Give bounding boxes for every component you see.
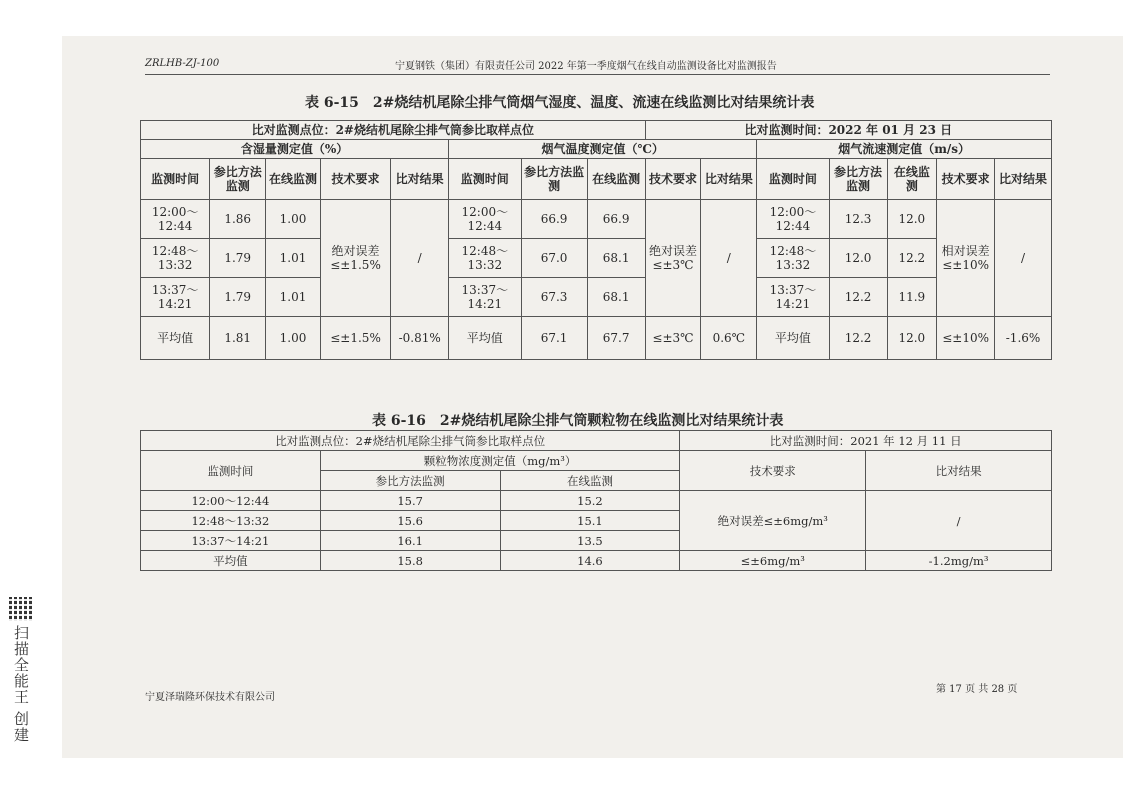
- t15-col-ref: 参比方法监测: [210, 159, 266, 200]
- value-cell: 15.1: [500, 511, 680, 531]
- avg-label: 平均值: [757, 317, 829, 360]
- value-cell: 1.81: [210, 317, 266, 360]
- value-cell: 1.79: [210, 278, 266, 317]
- value-cell: 1.00: [266, 317, 321, 360]
- t15-col-online: 在线监测: [887, 159, 937, 200]
- t15-time: 比对监测时间：2022 年 01 月 23 日: [645, 121, 1051, 140]
- table-row: [141, 200, 1052, 239]
- value-cell: 12.2: [829, 317, 887, 360]
- value-cell: 15.7: [320, 491, 500, 511]
- table-row: [141, 239, 1052, 278]
- scanner-watermark: 扫描全能王 创建: [12, 625, 30, 743]
- t16-col-result: 比对结果: [866, 451, 1052, 491]
- t16-col-online: 在线监测: [500, 471, 680, 491]
- t15-col-time: 监测时间: [141, 159, 210, 200]
- value-cell: 16.1: [320, 531, 500, 551]
- value-cell: ≤±6mg/m³: [680, 551, 866, 571]
- value-cell: 1.01: [266, 278, 321, 317]
- table-6-15-caption: 表 6-15 2#烧结机尾除尘排气筒烟气湿度、温度、流速在线监测比对结果统计表: [305, 95, 815, 111]
- t15-col-result: 比对结果: [995, 159, 1052, 200]
- value-cell: 15.6: [320, 511, 500, 531]
- temp-result: /: [701, 200, 757, 317]
- avg-label: 平均值: [141, 317, 210, 360]
- t15-col-online: 在线监测: [587, 159, 645, 200]
- value-cell: 0.6℃: [701, 317, 757, 360]
- t16-col-ref: 参比方法监测: [320, 471, 500, 491]
- flow-result: /: [995, 200, 1052, 317]
- footer-page-number: 第 17 页 共 28 页: [936, 684, 1018, 695]
- value-cell: 14.6: [500, 551, 680, 571]
- value-cell: 11.9: [887, 278, 937, 317]
- time-cell: 12:00～12:44: [141, 491, 321, 511]
- t15-group-humidity: 含湿量测定值（%）: [141, 140, 449, 159]
- table-row: [141, 278, 1052, 317]
- t15-col-ref: 参比方法监测: [521, 159, 587, 200]
- value-cell: 68.1: [587, 278, 645, 317]
- value-cell: 1.86: [210, 200, 266, 239]
- value-cell: 67.7: [587, 317, 645, 360]
- value-cell: ≤±1.5%: [320, 317, 390, 360]
- page-header: [145, 56, 1050, 75]
- t15-col-ref: 参比方法监测: [829, 159, 887, 200]
- value-cell: ≤±10%: [937, 317, 995, 360]
- avg-label: 平均值: [449, 317, 521, 360]
- value-cell: 12.0: [887, 200, 937, 239]
- t15-col-result: 比对结果: [391, 159, 449, 200]
- t16-time: 比对监测时间：2021 年 12 月 11 日: [680, 431, 1052, 451]
- document-number: ZRLHB-ZJ-100: [145, 58, 220, 69]
- footer-company: 宁夏泽瑞隆环保技术有限公司: [145, 692, 275, 703]
- value-cell: 67.0: [521, 239, 587, 278]
- table-row: [141, 491, 1052, 511]
- value-cell: -1.2mg/m³: [866, 551, 1052, 571]
- humidity-requirement: 绝对误差≤±1.5%: [320, 200, 390, 317]
- value-cell: 12.3: [829, 200, 887, 239]
- t15-col-time: 监测时间: [757, 159, 829, 200]
- t16-col-time: 监测时间: [141, 451, 321, 491]
- value-cell: 12.2: [829, 278, 887, 317]
- time-cell: 12:48～13:32: [449, 239, 521, 278]
- time-cell: 12:00～12:44: [449, 200, 521, 239]
- t15-col-req: 技术要求: [645, 159, 701, 200]
- value-cell: 68.1: [587, 239, 645, 278]
- t16-group: 颗粒物浓度测定值（mg/m³）: [320, 451, 680, 471]
- time-cell: 13:37～14:21: [141, 278, 210, 317]
- value-cell: 67.3: [521, 278, 587, 317]
- table-6-16-caption: 表 6-16 2#烧结机尾除尘排气筒颗粒物在线监测比对结果统计表: [372, 413, 784, 429]
- value-cell: ≤±3℃: [645, 317, 701, 360]
- time-cell: 12:48～13:32: [141, 239, 210, 278]
- flow-requirement: 相对误差≤±10%: [937, 200, 995, 317]
- value-cell: -0.81%: [391, 317, 449, 360]
- average-row: [141, 551, 1052, 571]
- t15-group-flow: 烟气流速测定值（m/s）: [757, 140, 1052, 159]
- value-cell: 1.01: [266, 239, 321, 278]
- t15-col-req: 技术要求: [937, 159, 995, 200]
- temp-requirement: 绝对误差≤±3℃: [645, 200, 701, 317]
- value-cell: 15.2: [500, 491, 680, 511]
- t15-col-result: 比对结果: [701, 159, 757, 200]
- t16-point: 比对监测点位：2#烧结机尾除尘排气筒参比取样点位: [141, 431, 680, 451]
- time-cell: 13:37～14:21: [449, 278, 521, 317]
- value-cell: 13.5: [500, 531, 680, 551]
- qr-code-icon: [9, 597, 33, 621]
- t16-result: /: [866, 491, 1052, 551]
- value-cell: 15.8: [320, 551, 500, 571]
- t15-group-temp: 烟气温度测定值（℃）: [449, 140, 757, 159]
- value-cell: 12.0: [887, 317, 937, 360]
- report-title: 宁夏钢铁（集团）有限责任公司 2022 年第一季度烟气在线自动监测设备比对监测报告: [395, 61, 777, 72]
- humidity-result: /: [391, 200, 449, 317]
- value-cell: 12.2: [887, 239, 937, 278]
- time-cell: 12:00～12:44: [757, 200, 829, 239]
- value-cell: 12.0: [829, 239, 887, 278]
- table-6-15: [140, 120, 1052, 360]
- t16-col-req: 技术要求: [680, 451, 866, 491]
- value-cell: 1.00: [266, 200, 321, 239]
- t15-col-time: 监测时间: [449, 159, 521, 200]
- value-cell: 1.79: [210, 239, 266, 278]
- time-cell: 12:48～13:32: [141, 511, 321, 531]
- value-cell: 66.9: [521, 200, 587, 239]
- value-cell: 67.1: [521, 317, 587, 360]
- t16-requirement: 绝对误差≤±6mg/m³: [680, 491, 866, 551]
- avg-label: 平均值: [141, 551, 321, 571]
- time-cell: 13:37～14:21: [141, 531, 321, 551]
- average-row: [141, 317, 1052, 360]
- value-cell: -1.6%: [995, 317, 1052, 360]
- time-cell: 13:37～14:21: [757, 278, 829, 317]
- t15-point: 比对监测点位：2#烧结机尾除尘排气筒参比取样点位: [141, 121, 646, 140]
- value-cell: 66.9: [587, 200, 645, 239]
- t15-col-online: 在线监测: [266, 159, 321, 200]
- time-cell: 12:48～13:32: [757, 239, 829, 278]
- table-6-16: [140, 430, 1052, 571]
- t15-col-req: 技术要求: [320, 159, 390, 200]
- time-cell: 12:00～12:44: [141, 200, 210, 239]
